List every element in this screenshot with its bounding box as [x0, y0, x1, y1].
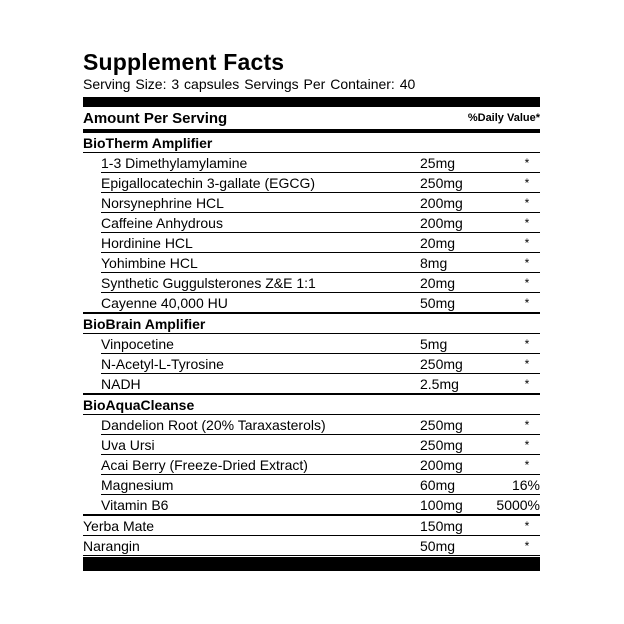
ingredient-daily-value: * — [524, 376, 530, 391]
ingredient-name: Caffeine Anhydrous — [101, 214, 223, 231]
ingredient-name: Norsynephrine HCL — [101, 194, 224, 211]
ingredient-amount: 250mg — [420, 436, 463, 453]
ingredient-row — [83, 293, 540, 314]
ingredient-row — [101, 273, 540, 293]
ingredient-name: Narangin — [83, 537, 140, 554]
section-header: BioBrain Amplifier — [83, 314, 540, 334]
ingredient-amount: 200mg — [420, 194, 463, 211]
ingredient-daily-value: * — [524, 518, 530, 533]
ingredient-amount: 25mg — [420, 154, 456, 171]
ingredient-name: Dandelion Root (20% Taraxasterols) — [101, 416, 326, 433]
section-header: BioAquaCleanse — [83, 395, 540, 415]
ingredient-amount: 20mg — [420, 274, 456, 291]
ingredient-daily-value: 5000% — [496, 496, 540, 513]
ingredient-daily-value: * — [524, 275, 530, 290]
ingredient-name: Epigallocatechin 3-gallate (EGCG) — [101, 174, 315, 191]
ingredient-amount: 8mg — [420, 254, 448, 271]
ingredient-amount: 250mg — [420, 174, 463, 191]
ingredient-row — [83, 374, 540, 395]
ingredient-amount: 60mg — [420, 476, 456, 493]
ingredient-daily-value: * — [524, 175, 530, 190]
ingredient-row — [101, 455, 540, 475]
ingredient-amount: 20mg — [420, 234, 456, 251]
supplement-facts-panel — [83, 50, 540, 571]
ingredient-name: Vinpocetine — [101, 335, 174, 352]
section-header: BioTherm Amplifier — [83, 133, 540, 153]
ingredient-daily-value: 16% — [511, 476, 540, 493]
ingredient-daily-value: * — [524, 538, 530, 553]
ingredient-daily-value: * — [524, 336, 530, 351]
ingredient-daily-value: * — [524, 417, 530, 432]
table-header — [83, 107, 540, 133]
serving-info: Serving Size: 3 capsules Servings Per Container: 40 — [83, 76, 416, 92]
ingredient-name: Acai Berry (Freeze-Dried Extract) — [101, 456, 308, 473]
ingredient-daily-value: * — [524, 195, 530, 210]
ingredient-row — [101, 173, 540, 193]
ingredient-table — [83, 133, 540, 556]
ingredient-amount: 2.5mg — [420, 375, 459, 392]
ingredient-row — [83, 495, 540, 516]
top-thick-divider — [83, 97, 540, 107]
daily-value-label: %Daily Value* — [467, 112, 540, 124]
ingredient-amount: 50mg — [420, 294, 456, 311]
ingredient-row — [101, 193, 540, 213]
ingredient-row — [83, 516, 540, 536]
ingredient-row — [101, 435, 540, 455]
ingredient-row — [101, 475, 540, 495]
ingredient-daily-value: * — [524, 356, 530, 371]
ingredient-amount: 50mg — [420, 537, 456, 554]
ingredient-name: Vitamin B6 — [101, 496, 169, 513]
footnote: *Daily value not established — [83, 557, 231, 571]
ingredient-row — [101, 334, 540, 354]
ingredient-amount: 200mg — [420, 456, 463, 473]
ingredient-row — [101, 354, 540, 374]
ingredient-amount: 250mg — [420, 355, 463, 372]
ingredient-row — [101, 213, 540, 233]
ingredient-name: Yohimbine HCL — [101, 254, 198, 271]
ingredient-amount: 250mg — [420, 416, 463, 433]
ingredient-daily-value: * — [524, 457, 530, 472]
ingredient-daily-value: * — [524, 155, 530, 170]
ingredient-name: Cayenne 40,000 HU — [101, 294, 228, 311]
ingredient-row — [101, 415, 540, 435]
ingredient-daily-value: * — [524, 215, 530, 230]
ingredient-row — [101, 253, 540, 273]
ingredient-name: Hordinine HCL — [101, 234, 193, 251]
ingredient-name: N-Acetyl-L-Tyrosine — [101, 355, 224, 372]
ingredient-amount: 100mg — [420, 496, 463, 513]
ingredient-name: Synthetic Guggulsterones Z&E 1:1 — [101, 274, 316, 291]
ingredient-name: NADH — [101, 375, 141, 392]
panel-title: Supplement Facts — [83, 49, 285, 75]
ingredient-amount: 5mg — [420, 335, 448, 352]
ingredient-amount: 200mg — [420, 214, 463, 231]
ingredient-daily-value: * — [524, 437, 530, 452]
ingredient-daily-value: * — [524, 235, 530, 250]
ingredient-daily-value: * — [524, 255, 530, 270]
amount-per-serving-label: Amount Per Serving — [83, 109, 228, 127]
ingredient-name: Uva Ursi — [101, 436, 155, 453]
ingredient-name: 1-3 Dimethylamylamine — [101, 154, 248, 171]
ingredient-amount: 150mg — [420, 517, 463, 534]
ingredient-row — [101, 153, 540, 173]
ingredient-name: Yerba Mate — [83, 517, 155, 534]
ingredient-row — [83, 536, 540, 556]
ingredient-daily-value: * — [524, 295, 530, 310]
ingredient-row — [101, 233, 540, 253]
ingredient-name: Magnesium — [101, 476, 174, 493]
